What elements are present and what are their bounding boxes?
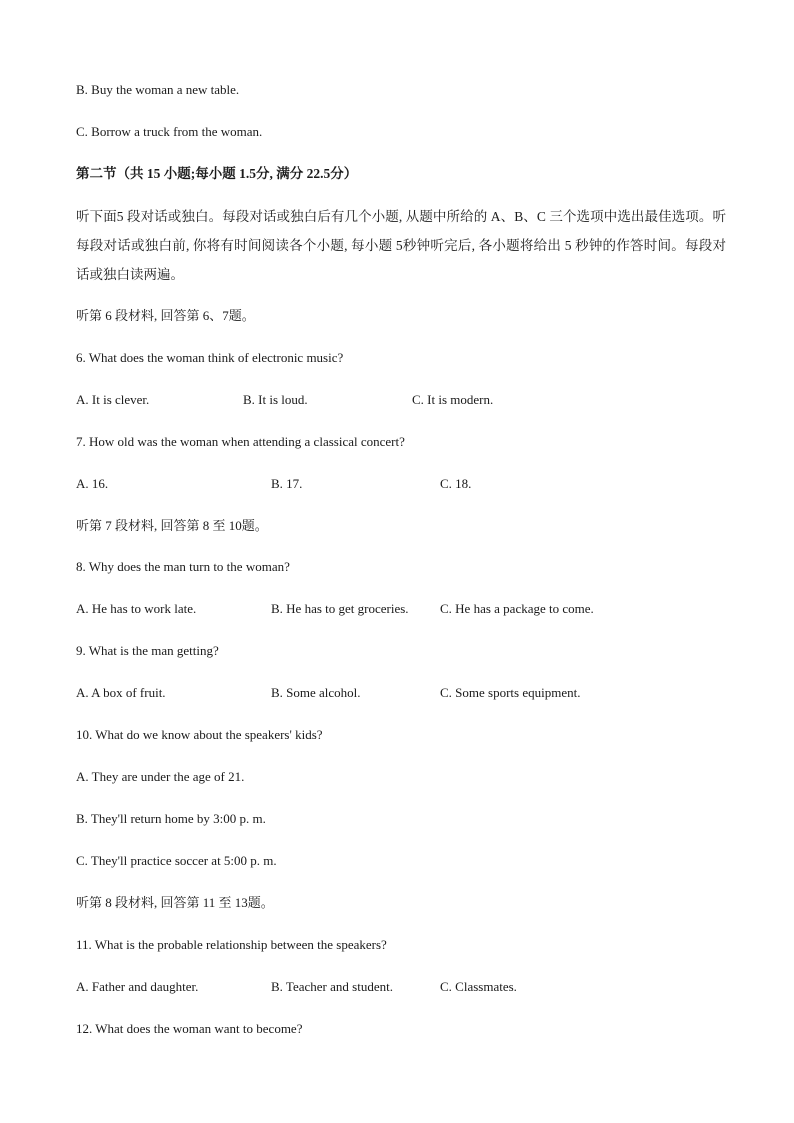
material-8-instruction: 听第 8 段材料, 回答第 11 至 13题。 <box>76 895 274 910</box>
q11-option-b: B. Teacher and student. <box>271 979 393 994</box>
material-7-instruction: 听第 7 段材料, 回答第 8 至 10题。 <box>76 518 268 533</box>
q5-option-c: C. Borrow a truck from the woman. <box>76 124 263 139</box>
section-instructions: 听下面5 段对话或独白。每段对话或独白后有几个小题, 从题中所给的 A、B、C 三个选项中选出最佳选项。听每段对话或独白前, 你将有时间阅读各个小题, 每小题 5秒钟听完后, 各小题将给出 5 秒钟的作答时间。每段对话或独白读两遍。 <box>76 209 726 282</box>
section-heading: 第二节（共 15 小题;每小题 1.5分, 满分 22.5分） <box>76 166 358 181</box>
q9-option-b: B. Some alcohol. <box>271 685 361 700</box>
q9-option-a: A. A box of fruit. <box>76 685 166 700</box>
q6-option-a: A. It is clever. <box>76 392 150 407</box>
q7-option-c: C. 18. <box>440 476 472 491</box>
q8-option-c: C. He has a package to come. <box>440 601 594 616</box>
q7-option-a: A. 16. <box>76 476 109 491</box>
q10-option-b: B. They'll return home by 3:00 p. m. <box>76 811 266 826</box>
question-11: 11. What is the probable relationship between the speakers? <box>76 937 387 952</box>
question-12: 12. What does the woman want to become? <box>76 1021 303 1036</box>
q10-option-a: A. They are under the age of 21. <box>76 769 245 784</box>
q5-option-b: B. Buy the woman a new table. <box>76 82 240 97</box>
question-9: 9. What is the man getting? <box>76 643 219 658</box>
q9-option-c: C. Some sports equipment. <box>440 685 581 700</box>
q10-option-c: C. They'll practice soccer at 5:00 p. m. <box>76 853 277 868</box>
question-8: 8. Why does the man turn to the woman? <box>76 559 290 574</box>
q11-option-c: C. Classmates. <box>440 979 517 994</box>
q7-option-b: B. 17. <box>271 476 303 491</box>
q6-option-b: B. It is loud. <box>243 392 308 407</box>
q6-option-c: C. It is modern. <box>412 392 494 407</box>
question-7: 7. How old was the woman when attending a classical concert? <box>76 434 405 449</box>
q11-option-a: A. Father and daughter. <box>76 979 199 994</box>
material-6-instruction: 听第 6 段材料, 回答第 6、7题。 <box>76 308 255 323</box>
q8-option-a: A. He has to work late. <box>76 601 197 616</box>
q8-option-b: B. He has to get groceries. <box>271 601 409 616</box>
question-6: 6. What does the woman think of electronic music? <box>76 350 344 365</box>
question-10: 10. What do we know about the speakers' kids? <box>76 727 323 742</box>
